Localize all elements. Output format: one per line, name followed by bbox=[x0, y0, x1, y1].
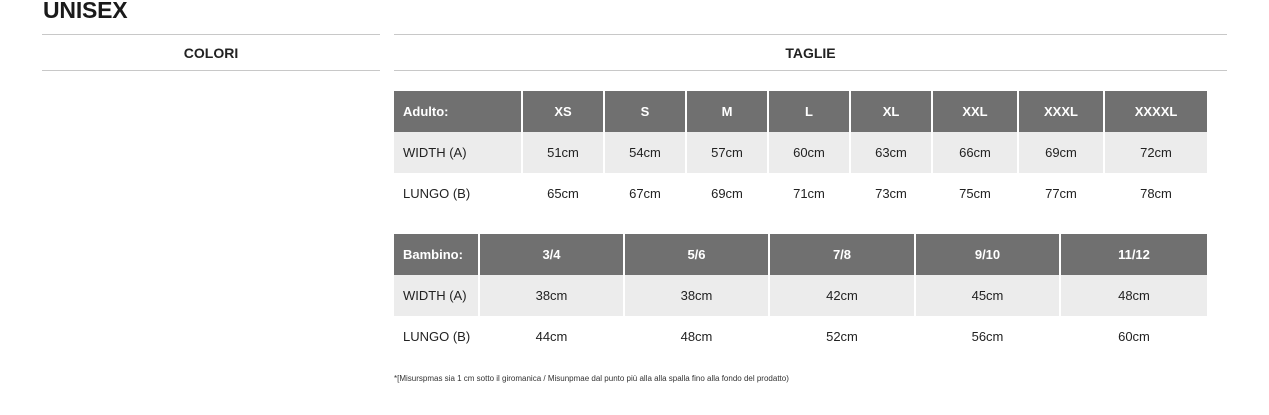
table-cell: 38cm bbox=[480, 275, 623, 316]
size-header: XL bbox=[851, 91, 931, 132]
table-cell: 51cm bbox=[523, 132, 603, 173]
table-row bbox=[394, 132, 1207, 173]
colori-header bbox=[42, 34, 380, 71]
table-cell: 44cm bbox=[535, 329, 568, 344]
taglie-header-label: TAGLIE bbox=[785, 44, 836, 61]
table-cell: 67cm bbox=[629, 186, 661, 201]
table-row bbox=[394, 173, 1207, 214]
table-cell: 48cm bbox=[1061, 275, 1207, 316]
size-header: M bbox=[687, 91, 767, 132]
size-header: L bbox=[769, 91, 849, 132]
table-row bbox=[394, 275, 1207, 316]
taglie-header bbox=[394, 34, 1227, 71]
kids-header-row bbox=[394, 234, 1207, 275]
table-cell: 75cm bbox=[959, 186, 991, 201]
size-header: 7/8 bbox=[770, 234, 914, 275]
row-label: WIDTH (A) bbox=[394, 275, 478, 316]
page-title: UNISEX bbox=[43, 0, 128, 23]
size-header: S bbox=[605, 91, 685, 132]
table-cell: 78cm bbox=[1140, 186, 1172, 201]
size-header: XXXXL bbox=[1105, 91, 1207, 132]
table-cell: 65cm bbox=[547, 186, 579, 201]
table-cell: 66cm bbox=[933, 132, 1017, 173]
table-cell: 69cm bbox=[1019, 132, 1103, 173]
table-cell: 45cm bbox=[916, 275, 1059, 316]
row-label: LUNGO (B) bbox=[403, 329, 471, 344]
kids-header-label: Bambino: bbox=[394, 234, 478, 275]
adult-header-label: Adulto: bbox=[394, 91, 521, 132]
table-cell: 73cm bbox=[875, 186, 907, 201]
kids-size-table bbox=[392, 234, 1209, 357]
size-header: 11/12 bbox=[1061, 234, 1207, 275]
table-cell: 42cm bbox=[770, 275, 914, 316]
size-header: 3/4 bbox=[480, 234, 623, 275]
table-cell: 57cm bbox=[687, 132, 767, 173]
table-cell: 77cm bbox=[1045, 186, 1077, 201]
table-cell: 52cm bbox=[826, 329, 858, 344]
footnote: *[Misurspmas sia 1 cm sotto il giromanica / Misunpmae dal punto più alla alla spalla fino alla fondo del prodatto) bbox=[394, 374, 789, 383]
colori-header-label: COLORI bbox=[183, 44, 239, 61]
table-cell: 72cm bbox=[1105, 132, 1207, 173]
row-label: WIDTH (A) bbox=[394, 132, 521, 173]
table-cell: 60cm bbox=[769, 132, 849, 173]
table-cell: 38cm bbox=[625, 275, 768, 316]
row-label: LUNGO (B) bbox=[403, 186, 471, 201]
adult-header-row bbox=[394, 91, 1207, 132]
size-header: XS bbox=[523, 91, 603, 132]
table-cell: 54cm bbox=[605, 132, 685, 173]
table-cell: 71cm bbox=[793, 186, 825, 201]
size-header: XXXL bbox=[1019, 91, 1103, 132]
adult-size-table bbox=[392, 91, 1209, 214]
table-cell: 56cm bbox=[971, 329, 1004, 344]
size-header: 9/10 bbox=[916, 234, 1059, 275]
table-cell: 60cm bbox=[1118, 329, 1150, 344]
size-header: 5/6 bbox=[625, 234, 768, 275]
table-cell: 48cm bbox=[680, 329, 713, 344]
size-header: XXL bbox=[933, 91, 1017, 132]
table-row bbox=[394, 316, 1207, 357]
table-cell: 69cm bbox=[711, 186, 743, 201]
table-cell: 63cm bbox=[851, 132, 931, 173]
